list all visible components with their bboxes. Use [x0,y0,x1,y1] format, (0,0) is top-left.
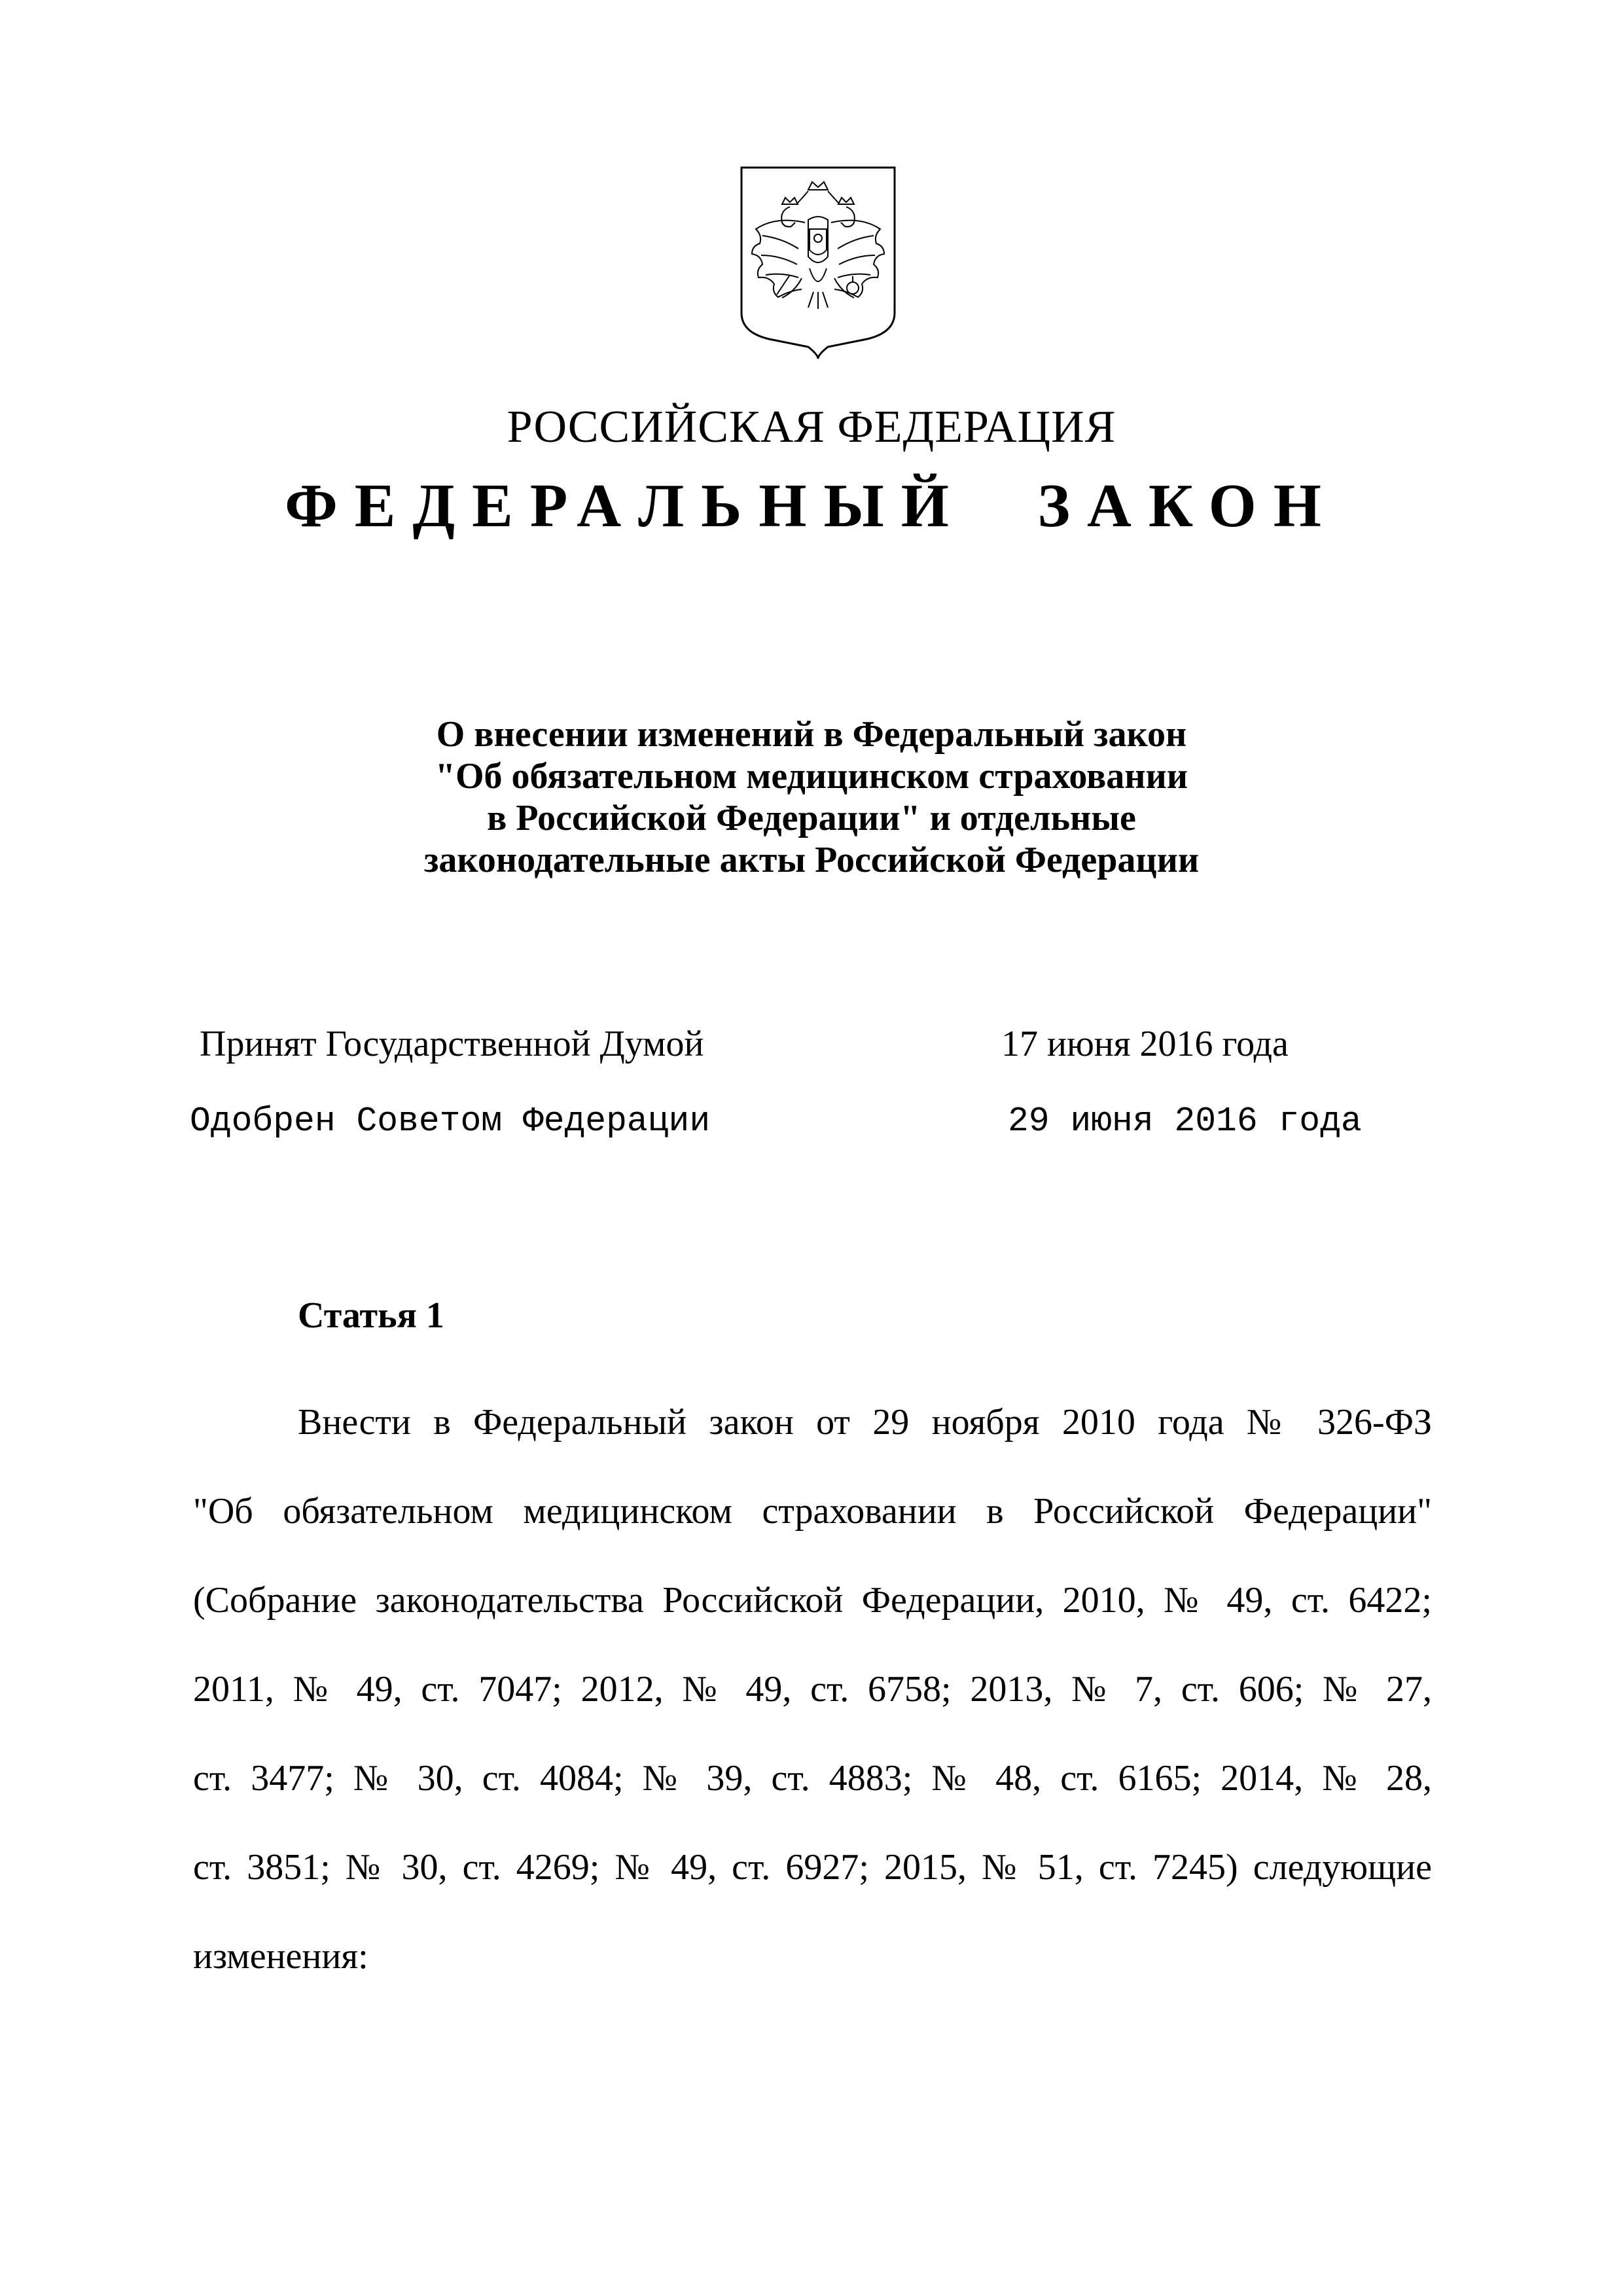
duma-adoption-label: Принят Государственной Думой [200,1024,704,1064]
article-line: Внести в Федеральный закон от 29 ноября 2010 года № 326-ФЗ [298,1402,1432,1443]
double-headed-eagle-icon [736,164,900,360]
document-type-heading: ФЕДЕРАЛЬНЫЙ ЗАКОН [285,472,1338,540]
article-body [193,1378,1432,2001]
law-title-line: О внесении изменений в Федеральный закон [436,714,1187,755]
article-line: "Об обязательном медицинском страховании в Российской Федерации" [193,1491,1432,1532]
council-approval-label: Одобрен Советом Федерации [190,1102,711,1141]
article-line: 2011, № 49, ст. 7047; 2012, № 49, ст. 6758; 2013, № 7, ст. 606; № 27, [193,1669,1432,1710]
coat-of-arms-emblem [736,164,900,360]
law-title [0,713,1623,881]
article-line: ст. 3851; № 30, ст. 4269; № 49, ст. 6927; 2015, № 51, ст. 7245) следующие [193,1847,1432,1888]
article-line: изменения: [193,1936,368,1977]
law-title-line: законодательные акты Российской Федерации [423,840,1200,880]
article-line: ст. 3477; № 30, ст. 4084; № 39, ст. 4883; № 48, ст. 6165; 2014, № 28, [193,1758,1432,1799]
duma-adoption-date: 17 июня 2016 года [1001,1024,1289,1064]
article-line: (Собрание законодательства Российской Федерации, 2010, № 49, ст. 6422; [193,1580,1432,1621]
law-title-line: в Российской Федерации" и отдельные [487,798,1136,838]
council-approval-date: 29 июня 2016 года [1008,1102,1362,1141]
article-heading: Статья 1 [298,1295,444,1336]
country-name: РОССИЙСКАЯ ФЕДЕРАЦИЯ [507,402,1116,452]
law-title-line: "Об обязательном медицинском страховании [435,756,1188,797]
